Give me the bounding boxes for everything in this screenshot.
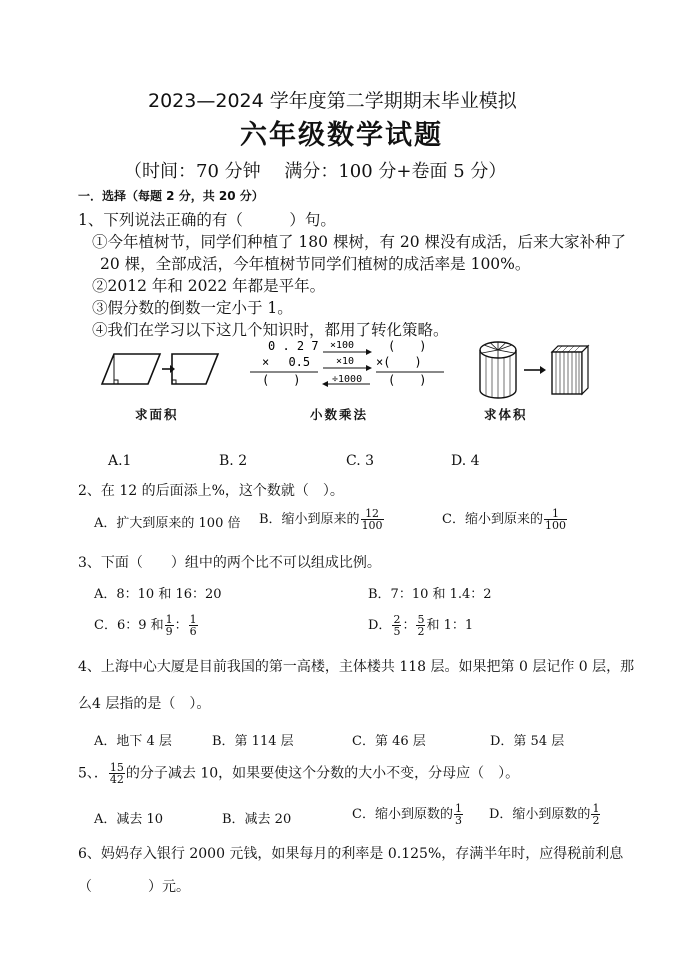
mult-row3-left: ( )	[262, 373, 301, 387]
mult-row3-op: ÷1000	[332, 374, 363, 385]
question-3-option-a[interactable]: A．8：10 和 16：20	[94, 587, 222, 602]
numerator: 2	[393, 613, 401, 626]
cuboid-shape	[552, 346, 588, 394]
rectangle-shape	[172, 354, 218, 384]
question-5-option-d[interactable]	[489, 803, 601, 826]
question-1-statement-1b: 20 棵，全部成活，今年植树节同学们植树的成活率是 100%。	[100, 255, 531, 273]
ratio-colon: ：	[402, 618, 416, 633]
question-3-stem: 3、下面（ ）组中的两个比不可以组成比例。	[78, 555, 381, 571]
question-1-option-d[interactable]: D. 4	[451, 453, 480, 469]
question-5-option-b[interactable]: B．减去 20	[222, 812, 292, 827]
question-1-statement-1a: ①今年植树节，同学们种植了 180 棵树，有 20 棵没有成活，后来大家补种了	[92, 233, 627, 251]
mult-row1-op: ×100	[330, 340, 355, 351]
numerator: 5	[417, 613, 425, 626]
numerator: 15	[109, 761, 124, 774]
question-4-option-c[interactable]: C．第 46 层	[352, 734, 426, 749]
question-4-option-a[interactable]: A．地下 4 层	[94, 734, 172, 749]
question-2-option-b[interactable]	[259, 508, 385, 531]
question-text: 的分子减去 10，如果要使这个分数的大小不变，分母应（ ）。	[125, 765, 520, 782]
cylinder-to-cuboid-figure	[476, 338, 596, 402]
numerator: 1	[189, 613, 197, 626]
mult-row3-right: ( )	[388, 373, 427, 387]
denominator: 42	[109, 773, 124, 786]
question-number: 5、．	[78, 765, 108, 782]
cylinder-shape	[480, 342, 516, 398]
fraction	[189, 614, 198, 637]
option-text: B．缩小到原来的	[259, 512, 360, 527]
ratio-colon: ：	[174, 618, 188, 633]
question-6-line-1: 6、妈妈存入银行 2000 元钱，如果每月的利率是 0.125%，存满半年时，应得税前利息	[78, 846, 624, 862]
question-1-option-a[interactable]: A.1	[108, 453, 132, 469]
question-3-option-c[interactable]	[94, 614, 199, 637]
mult-row2-op: ×10	[336, 356, 355, 367]
fraction	[454, 803, 463, 826]
question-2-option-c[interactable]	[442, 508, 568, 531]
option-text: C．缩小到原数的	[352, 807, 453, 822]
option-text: D．	[368, 618, 392, 633]
fraction	[544, 508, 567, 531]
fraction	[591, 803, 600, 826]
fraction	[165, 614, 174, 637]
caption-area: 求面积	[135, 407, 179, 422]
page-title: 六年级数学试题	[240, 120, 443, 151]
denominator: 3	[454, 814, 462, 827]
caption-volume: 求体积	[484, 407, 528, 422]
question-5-option-c[interactable]	[352, 803, 464, 826]
numerator: 1	[165, 613, 173, 626]
question-3-option-b[interactable]: B．7：10 和 1.4：2	[368, 587, 492, 602]
question-1-statement-2: ②2012 年和 2022 年都是平年。	[92, 277, 326, 295]
question-1-option-b[interactable]: B. 2	[219, 453, 248, 469]
option-text: C．缩小到原来的	[442, 512, 543, 527]
option-text: D．缩小到原数的	[489, 807, 591, 822]
question-4-line-1: 4、上海中心大厦是目前我国的第一高楼，主体楼共 118 层。如果把第 0 层记作 0 层，那	[78, 659, 635, 675]
option-text: C．6：9 和	[94, 618, 164, 633]
option-text: 和 1：1	[426, 618, 474, 633]
denominator: 6	[189, 625, 197, 638]
numerator: 1	[544, 508, 567, 520]
question-5-option-a[interactable]: A．减去 10	[94, 812, 164, 827]
question-1-stem: 1、下列说法正确的有（ ）句。	[78, 211, 336, 229]
question-5-stem	[78, 762, 519, 785]
exam-term-line: 2023—2024 学年度第二学期期末毕业模拟	[148, 90, 517, 112]
denominator: 9	[165, 625, 173, 638]
denominator: 100	[544, 519, 566, 532]
question-3-option-d[interactable]	[368, 614, 473, 637]
denominator: 5	[393, 625, 401, 638]
numerator: 1	[592, 802, 600, 815]
section-heading: 一．选择（每题 2 分，共 20 分）	[78, 189, 264, 203]
fraction	[392, 614, 401, 637]
question-2-option-a[interactable]: A．扩大到原来的 100 倍	[94, 516, 241, 531]
caption-multiplication: 小数乘法	[310, 407, 369, 422]
denominator: 2	[417, 625, 425, 638]
numerator: 12	[361, 508, 384, 520]
mult-row2-left: × 0.5	[262, 355, 311, 369]
decimal-multiplication-figure	[248, 338, 448, 392]
exam-time-score: （时间：70 分钟 满分：100 分+卷面 5 分）	[124, 161, 507, 182]
numerator: 1	[454, 802, 462, 815]
fraction	[361, 508, 384, 531]
question-1-option-c[interactable]: C. 3	[346, 453, 375, 469]
question-1-statement-3: ③假分数的倒数一定小于 1。	[92, 299, 293, 317]
mult-row1-right: ( )	[388, 339, 427, 353]
question-1-statement-4: ④我们在学习以下这几个知识时，都用了转化策略。	[92, 321, 449, 339]
question-2-stem: 2、在 12 的后面添上%，这个数就（ ）。	[78, 483, 344, 499]
denominator: 2	[592, 814, 600, 827]
mult-row2-right: ×( )	[376, 355, 422, 369]
question-4-line-2: 么4 层指的是（ ）。	[78, 696, 211, 712]
parallelogram-to-rectangle-figure	[100, 350, 224, 390]
fraction	[109, 762, 125, 785]
mult-row1-left: 0 . 2 7	[268, 339, 319, 353]
denominator: 100	[361, 519, 383, 532]
fraction	[416, 614, 425, 637]
question-4-option-b[interactable]: B．第 114 层	[212, 734, 294, 749]
question-6-line-2: （ ）元。	[78, 879, 190, 895]
question-4-option-d[interactable]: D．第 54 层	[490, 734, 565, 749]
parallelogram-shape	[102, 354, 160, 384]
